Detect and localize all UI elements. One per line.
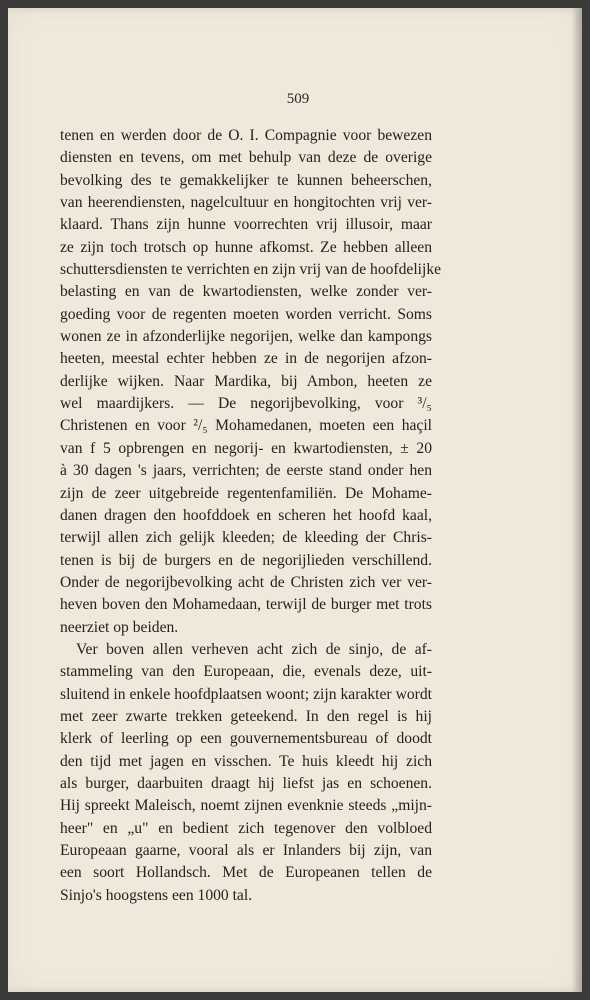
text-line: terwijl allen zich gelijk kleeden; de kleeding der Chris- bbox=[60, 529, 432, 547]
text-line: wel maardijkers. — De negorijbevolking, voor ³/₅ bbox=[60, 395, 432, 413]
book-page bbox=[8, 8, 582, 992]
text-line: als burger, daarbuiten draagt hij liefst jas en schoenen. bbox=[60, 774, 432, 792]
text-line: stammeling van den Europeaan, die, evenals deze, uit- bbox=[60, 663, 432, 681]
body-text bbox=[60, 125, 442, 907]
text-line: klaard. Thans zijn hunne voorrechten vrij illusoir, maar bbox=[60, 216, 432, 234]
page-spine-shadow bbox=[572, 8, 582, 992]
text-line: bevolking des te gemakkelijker te kunnen beheerschen, bbox=[60, 171, 432, 189]
text-line: Hij spreekt Maleisch, noemt zijnen evenknie steeds „mijn- bbox=[60, 797, 432, 815]
text-line: Ver boven allen verheven acht zich de sinjo, de af- bbox=[76, 640, 432, 658]
text-line: neerziet op beiden. bbox=[60, 618, 179, 636]
text-line: een soort Hollandsch. Met de Europeanen tellen de bbox=[60, 864, 432, 882]
text-line: derlijke wijken. Naar Mardika, bij Ambon, heeten ze bbox=[60, 372, 432, 390]
text-line: zijn de zeer uitgebreide regentenfamiliën. De Mohame- bbox=[60, 484, 432, 502]
text-line: goeding voor de regenten moeten worden verricht. Soms bbox=[60, 305, 432, 323]
text-line: heven boven den Mohamedaan, terwijl de burger met trots bbox=[60, 596, 432, 614]
text-line: schuttersdiensten te verrichten en zijn vrij van de hoofdelijke bbox=[60, 261, 442, 279]
text-line: ze zijn toch trotsch op hunne afkomst. Ze hebben alleen bbox=[60, 238, 432, 256]
text-line: klerk of leerling op een gouvernementsbureau of doodt bbox=[60, 730, 432, 748]
text-line: à 30 dagen 's jaars, verrichten; de eerste stand onder hen bbox=[60, 462, 432, 480]
text-line: belasting en van de kwartodiensten, welke zonder ver- bbox=[60, 283, 432, 301]
text-line: Christenen en voor ²/₅ Mohamedanen, moeten een haçil bbox=[60, 417, 432, 435]
text-line: sluitend in enkele hoofdplaatsen woont; zijn karakter wordt bbox=[60, 685, 432, 703]
text-line: Onder de negorijbevolking acht de Christen zich ver ver- bbox=[60, 573, 432, 591]
text-line: heeten, meestal echter hebben ze in de negorijen afzon- bbox=[60, 350, 432, 368]
text-line: den tijd met jagen en visschen. Te huis kleedt hij zich bbox=[60, 752, 432, 770]
text-line: met zeer zwarte trekken geteekend. In den regel is hij bbox=[60, 707, 432, 725]
text-line: Europeaan gaarne, vooral als er Inlanders bij zijn, van bbox=[60, 842, 432, 859]
text-line: Sinjo's hoogstens een 1000 tal. bbox=[60, 886, 253, 904]
text-line: tenen en werden door de O. I. Compagnie voor bewezen bbox=[60, 127, 432, 144]
text-line: heer" en „u" en bedient zich tegenover den volbloed bbox=[60, 819, 432, 837]
text-line: van heerendiensten, nagelcultuur en hongitochten vrij ver- bbox=[60, 194, 432, 212]
text-line: tenen is bij de burgers en de negorijlieden verschillend. bbox=[60, 551, 432, 569]
text-line: van f 5 opbrengen en negorij- en kwartodiensten, ± 20 bbox=[60, 439, 432, 457]
text-line: danen dragen den hoofddoek en scheren het hoofd kaal, bbox=[60, 506, 432, 524]
text-line: wonen ze in afzonderlijke negorijen, welke dan kampongs bbox=[60, 328, 432, 346]
text-line: diensten en tevens, om met behulp van deze de overige bbox=[60, 149, 432, 167]
page-number: 509 bbox=[286, 91, 310, 107]
